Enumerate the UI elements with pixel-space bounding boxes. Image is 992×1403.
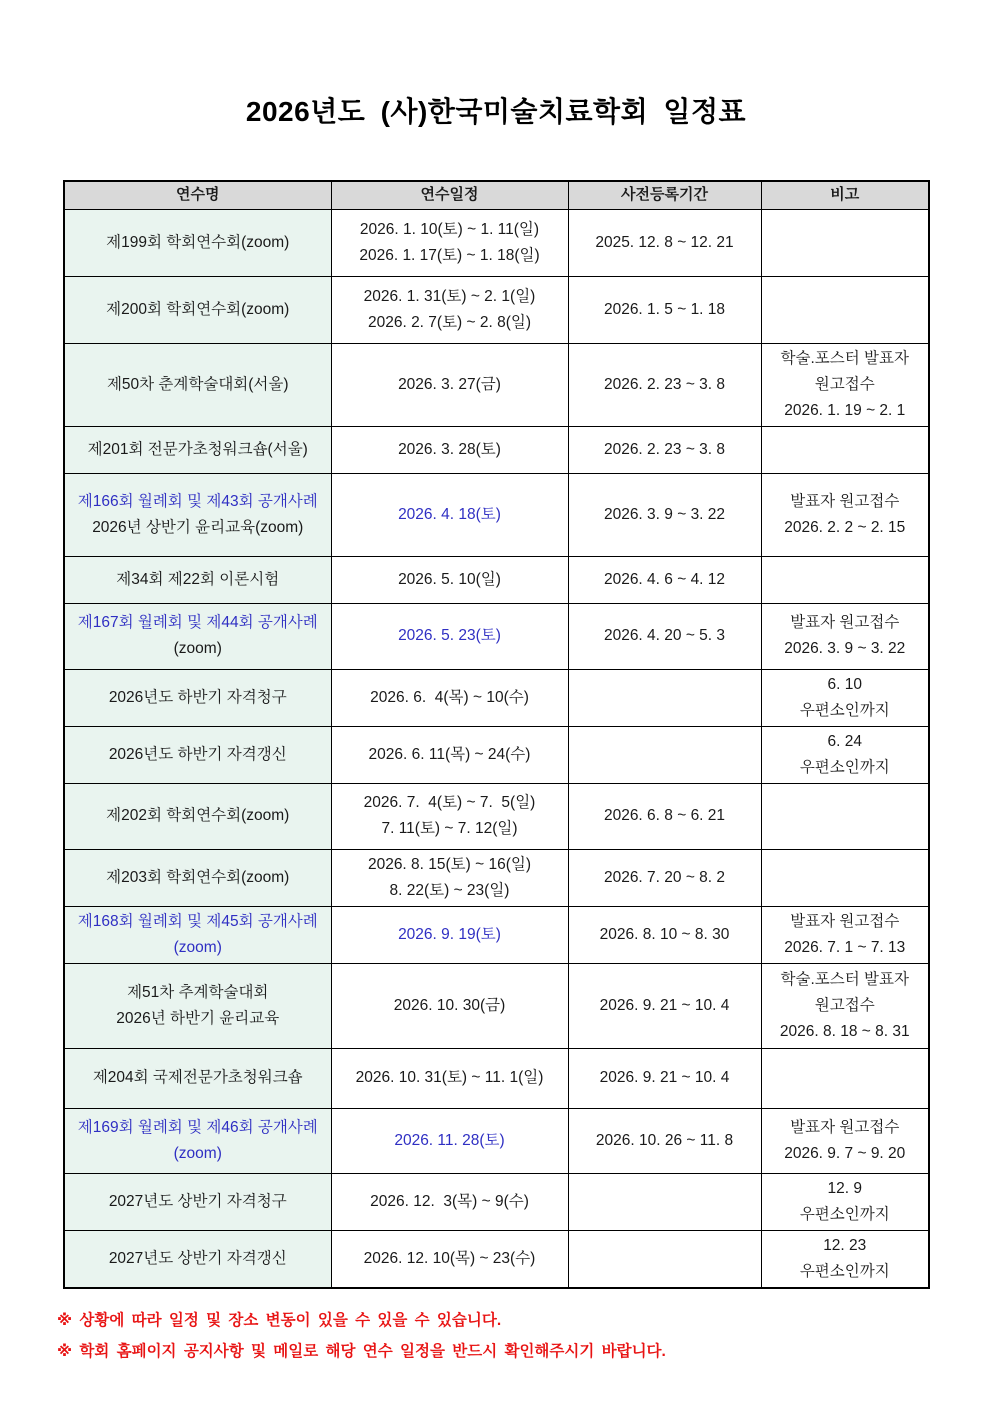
table-row (64, 726, 929, 783)
cell-training-dates (331, 276, 568, 343)
cell-line: 발표자 원고접수 (790, 1118, 900, 1136)
cell-preregistration-period (568, 783, 761, 849)
cell-line: 우편소인까지 (799, 1205, 890, 1223)
cell-remark (761, 1108, 929, 1173)
cell-preregistration-period (568, 669, 761, 726)
cell-line: 2027년도 상반기 자격청구 (108, 1192, 287, 1210)
cell-line: 2026. 12. 3(목) ~ 9(수) (370, 1192, 529, 1210)
cell-training-name (64, 906, 331, 963)
cell-remark (761, 426, 929, 473)
cell-remark (761, 906, 929, 963)
cell-line: 2026. 9. 19(토) (398, 925, 501, 943)
cell-training-name (64, 1230, 331, 1288)
table-row (64, 276, 929, 343)
table-row (64, 1173, 929, 1230)
cell-line: 2026. 1. 31(토) ~ 2. 1(일) (363, 287, 536, 305)
cell-line: 2026. 5. 23(토) (398, 627, 501, 644)
table-row (64, 669, 929, 726)
cell-line: 2026. 10. 30(금) (393, 996, 506, 1014)
header-cell-name: 연수명 (64, 181, 331, 209)
cell-line: 제203회 학회연수회(zoom) (106, 868, 290, 886)
schedule-table-body (64, 209, 929, 1288)
cell-line: 발표자 원고접수 (790, 912, 900, 930)
cell-line: 2026. 8. 10 ~ 8. 30 (599, 925, 730, 943)
cell-training-dates (331, 906, 568, 963)
table-row (64, 209, 929, 276)
cell-line: 우편소인까지 (799, 701, 890, 719)
cell-line: 2026. 8. 18 ~ 8. 31 (779, 1022, 910, 1040)
cell-training-dates (331, 1108, 568, 1173)
cell-preregistration-period (568, 556, 761, 603)
cell-training-name (64, 556, 331, 603)
cell-training-name (64, 343, 331, 426)
table-row (64, 783, 929, 849)
cell-line: 제166회 월례회 및 제43회 공개사례 (77, 492, 318, 510)
cell-line: 2026. 4. 6 ~ 4. 12 (603, 570, 726, 588)
cell-line: 2026. 9. 21 ~ 10. 4 (599, 996, 730, 1014)
cell-line: 제202회 학회연수회(zoom) (106, 807, 290, 824)
header-cell-remark: 비고 (761, 181, 929, 209)
cell-remark (761, 849, 929, 906)
cell-training-name (64, 726, 331, 783)
cell-training-dates (331, 209, 568, 276)
cell-line: 제200회 학회연수회(zoom) (106, 300, 290, 318)
cell-training-name (64, 669, 331, 726)
cell-training-name (64, 963, 331, 1048)
cell-line: 제168회 월례회 및 제45회 공개사례 (77, 912, 318, 930)
table-row (64, 343, 929, 426)
cell-line: 2026년도 하반기 자격청구 (108, 688, 287, 706)
table-row (64, 426, 929, 473)
cell-training-dates (331, 783, 568, 849)
cell-line: 제204회 국제전문가초청워크숍 (92, 1069, 303, 1086)
cell-line: 2026. 1. 5 ~ 1. 18 (603, 300, 726, 318)
cell-preregistration-period (568, 473, 761, 556)
footnote: ※ 상황에 따라 일정 및 장소 변동이 있을 수 있을 수 있습니다. (57, 1311, 502, 1329)
cell-line: 제34회 제22회 이론시험 (116, 570, 280, 588)
footnotes (57, 1305, 992, 1367)
cell-line: 원고접수 (814, 996, 875, 1014)
cell-line: 2026. 10. 31(토) ~ 11. 1(일) (355, 1069, 544, 1086)
cell-line: (zoom) (173, 1144, 222, 1162)
cell-line: 2026. 6. 4(목) ~ 10(수) (370, 688, 529, 706)
cell-line: 2026. 2. 2 ~ 2. 15 (784, 518, 906, 536)
cell-training-dates (331, 849, 568, 906)
cell-line: 제51차 추계학술대회 (127, 983, 269, 1001)
cell-line: 학술.포스터 발표자 (780, 349, 909, 367)
cell-remark (761, 473, 929, 556)
cell-preregistration-period (568, 1108, 761, 1173)
cell-line: 2026년 하반기 윤리교육 (116, 1009, 280, 1027)
cell-line: 12. 9 (827, 1179, 862, 1197)
cell-training-name (64, 1173, 331, 1230)
cell-line: 우편소인까지 (799, 1262, 890, 1280)
cell-line: 원고접수 (814, 375, 875, 393)
cell-line: 제167회 월례회 및 제44회 공개사례 (77, 614, 318, 631)
cell-line: 2026. 5. 10(일) (398, 570, 501, 588)
cell-line: 2026. 1. 17(토) ~ 1. 18(일) (359, 246, 540, 264)
cell-line: 2026. 7. 20 ~ 8. 2 (603, 868, 726, 886)
cell-remark (761, 343, 929, 426)
cell-line: 12. 23 (823, 1236, 867, 1254)
cell-line: 6. 10 (827, 675, 862, 693)
cell-line: 8. 22(토) ~ 23(일) (389, 881, 510, 899)
cell-training-name (64, 276, 331, 343)
cell-training-dates (331, 1230, 568, 1288)
cell-preregistration-period (568, 963, 761, 1048)
cell-line: 2026. 2. 23 ~ 3. 8 (603, 440, 726, 458)
cell-preregistration-period (568, 209, 761, 276)
cell-line: 제169회 월례회 및 제46회 공개사례 (77, 1118, 318, 1136)
cell-preregistration-period (568, 343, 761, 426)
cell-line: 2026. 6. 8 ~ 6. 21 (603, 807, 726, 824)
cell-line: 2026년도 하반기 자격갱신 (108, 745, 287, 763)
cell-training-dates (331, 343, 568, 426)
table-row (64, 1108, 929, 1173)
cell-line: 2026. 4. 20 ~ 5. 3 (603, 627, 726, 644)
cell-line: 2026. 2. 23 ~ 3. 8 (603, 375, 726, 393)
cell-line: 2026. 3. 9 ~ 3. 22 (603, 505, 726, 523)
cell-training-dates (331, 726, 568, 783)
cell-line: 제50차 춘계학술대회(서울) (106, 375, 289, 393)
cell-remark (761, 726, 929, 783)
cell-line: 우편소인까지 (799, 758, 890, 776)
cell-line: 2026. 6. 11(목) ~ 24(수) (368, 745, 531, 763)
cell-remark (761, 669, 929, 726)
cell-training-dates (331, 473, 568, 556)
cell-training-name (64, 603, 331, 669)
cell-remark (761, 783, 929, 849)
cell-line: 2026. 8. 15(토) ~ 16(일) (367, 855, 532, 873)
cell-line: 발표자 원고접수 (790, 492, 900, 510)
cell-line: 7. 11(토) ~ 7. 12(일) (381, 820, 518, 837)
cell-training-dates (331, 1048, 568, 1108)
cell-line: 2026. 3. 27(금) (398, 375, 501, 393)
cell-remark (761, 603, 929, 669)
cell-line: 2026. 1. 19 ~ 2. 1 (784, 401, 906, 419)
footnote: ※ 학회 홈페이지 공지사항 및 메일로 해당 연수 일정을 반드시 확인해주시기 바랍니다. (57, 1342, 666, 1360)
cell-remark (761, 1173, 929, 1230)
cell-remark (761, 276, 929, 343)
cell-line: 2026. 7. 4(토) ~ 7. 5(일) (363, 794, 536, 811)
cell-line: 2026. 11. 28(토) (394, 1131, 505, 1149)
table-header-row (64, 181, 929, 209)
cell-training-dates (331, 426, 568, 473)
header-cell-registration: 사전등록기간 (568, 181, 761, 209)
cell-preregistration-period (568, 1173, 761, 1230)
cell-line: 2026. 3. 28(토) (398, 440, 501, 458)
header-cell-schedule: 연수일정 (331, 181, 568, 209)
cell-line: (zoom) (173, 938, 222, 956)
cell-training-name (64, 1108, 331, 1173)
cell-line: 2026. 2. 7(토) ~ 2. 8(일) (367, 313, 532, 331)
cell-training-dates (331, 963, 568, 1048)
table-row (64, 1230, 929, 1288)
cell-training-dates (331, 1173, 568, 1230)
cell-line: 학술.포스터 발표자 (780, 970, 909, 988)
cell-line: 2026. 10. 26 ~ 11. 8 (595, 1131, 734, 1149)
cell-line: 2026. 1. 10(토) ~ 1. 11(일) (359, 220, 540, 238)
schedule-table (63, 180, 930, 1289)
cell-training-dates (331, 669, 568, 726)
table-row (64, 1048, 929, 1108)
cell-remark (761, 1048, 929, 1108)
cell-remark (761, 963, 929, 1048)
cell-remark (761, 1230, 929, 1288)
cell-preregistration-period (568, 603, 761, 669)
cell-training-dates (331, 556, 568, 603)
cell-training-name (64, 473, 331, 556)
cell-line: 2026. 9. 7 ~ 9. 20 (784, 1144, 906, 1162)
table-row (64, 849, 929, 906)
cell-preregistration-period (568, 1048, 761, 1108)
cell-preregistration-period (568, 1230, 761, 1288)
table-row (64, 603, 929, 669)
cell-training-name (64, 849, 331, 906)
cell-line: 2026. 4. 18(토) (398, 505, 501, 523)
cell-preregistration-period (568, 849, 761, 906)
cell-remark (761, 209, 929, 276)
cell-training-name (64, 209, 331, 276)
cell-training-name (64, 1048, 331, 1108)
cell-line: 2026. 12. 10(목) ~ 23(수) (363, 1249, 536, 1267)
cell-line: 2026. 3. 9 ~ 3. 22 (784, 640, 906, 657)
cell-remark (761, 556, 929, 603)
cell-line: 2026. 7. 1 ~ 7. 13 (784, 938, 906, 956)
cell-preregistration-period (568, 276, 761, 343)
cell-line: 제201회 전문가초청워크숍(서울) (87, 440, 308, 458)
cell-line: 발표자 원고접수 (790, 614, 900, 631)
cell-preregistration-period (568, 906, 761, 963)
page-title: 2026년도 (사)한국미술치료학회 일정표 (245, 96, 747, 127)
table-row (64, 963, 929, 1048)
cell-preregistration-period (568, 726, 761, 783)
cell-line: 6. 24 (827, 732, 862, 750)
cell-line: 제199회 학회연수회(zoom) (106, 233, 290, 251)
cell-line: 2025. 12. 8 ~ 12. 21 (595, 233, 734, 251)
cell-line: 2026. 9. 21 ~ 10. 4 (599, 1069, 730, 1086)
cell-training-name (64, 783, 331, 849)
cell-line: 2027년도 상반기 자격갱신 (108, 1249, 287, 1267)
cell-training-name (64, 426, 331, 473)
cell-line: 2026년 상반기 윤리교육(zoom) (92, 518, 304, 536)
cell-line: (zoom) (173, 640, 222, 657)
table-row (64, 473, 929, 556)
cell-preregistration-period (568, 426, 761, 473)
table-row (64, 556, 929, 603)
table-row (64, 906, 929, 963)
cell-training-dates (331, 603, 568, 669)
